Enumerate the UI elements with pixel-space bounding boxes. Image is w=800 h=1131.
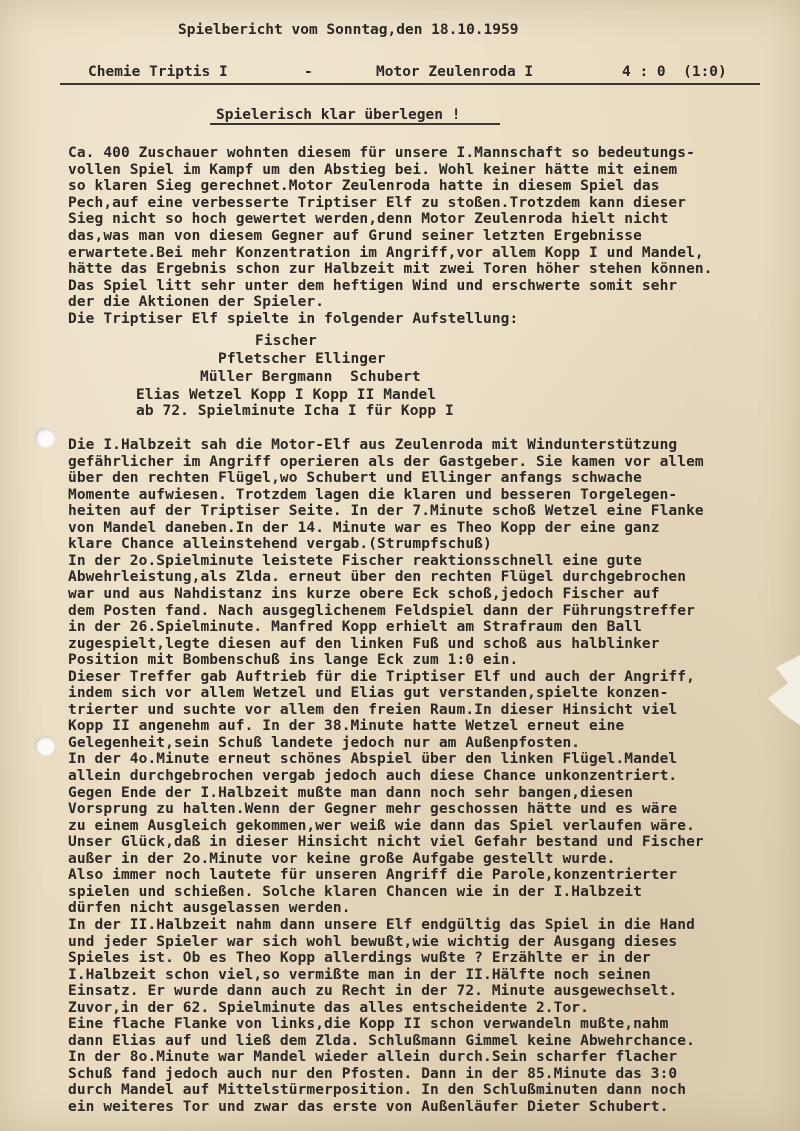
intro-line: Ca. 400 Zuschauer wohnten diesem für unsere I.Mannschaft so bedeutungs- [68,145,695,161]
report-line: gefährlicher im Angriff operieren als der Gastgeber. Sie kamen vor allem [68,453,704,470]
intro-line: erwartete.Bei mehr Konzentration im Angriff,vor allem Kopp I und Mandel, [68,244,704,261]
home-team: Chemie Triptis I [88,64,228,80]
lineup-line: Müller Bergmann Schubert [200,369,421,385]
lineup-line: ab 72. Spielminute Icha I für Kopp I [136,403,454,419]
report-line: spielen und schießen. Solche klaren Chancen wie in der I.Halbzeit [68,883,642,900]
headline-underline [210,123,500,125]
report-line: trierter und suchte vor allem den freien Raum.In dieser Hinsicht viel [68,701,678,718]
report-line: klare Chance alleinstehend vergab.(Strumpfschuß) [68,536,492,553]
report-line: außer in der 2o.Minute vor keine große Aufgabe gestellt wurde. [68,850,616,867]
report-line: In der 8o.Minute war Mandel wieder allein durch.Sein scharfer flacher [68,1049,678,1066]
match-line [60,64,740,84]
report-header: Spielbericht vom Sonntag,den 18.10.1959 [178,22,519,38]
intro-line: hätte das Ergebnis schon zur Halbzeit mit zwei Toren höher stehen können. [68,261,713,278]
report-line: indem sich vor allem Wetzel und Elias gut verstanden,spielte konzen- [68,685,669,702]
article-headline: Spielerisch klar überlegen ! [216,107,461,123]
intro-line: der die Aktionen der Spieler. [68,294,325,311]
report-line: zu einem Ausgleich gekommen,wer weiß wie dann das Spiel verlaufen wäre. [68,817,695,834]
report-line: I.Halbzeit schon viel,so vermißte man in der II.Hälfte noch seinen [68,966,651,983]
report-line: Schuß fand jedoch auch nur den Pfosten. Dann in der 85.Minute das 3:0 [68,1065,678,1082]
report-line: Also immer noch lautete für unseren Angriff die Parole,konzentrierter [68,867,678,884]
report-line: zugespielt,legte diesen auf den linken Fuß und schoß aus halblinker [68,635,660,652]
report-line: Momente aufwiesen. Trotzdem lagen die klaren und besseren Torgelegen- [68,486,678,503]
intro-line: vollen Spiel im Kampf um den Abstieg bei. Wohl keiner hätte mit einem [68,161,678,178]
lineup-line: Elias Wetzel Kopp I Kopp II Mandel [136,387,437,403]
report-line: dürfen nicht ausgelassen werden. [68,900,351,917]
report-line: Spieles ist. Ob es Theo Kopp allerdings wußte ? Erzählte er in der [68,950,651,967]
report-line: allein durchgebrochen vergab jedoch auch diese Chance unkonzentriert. [68,768,678,784]
report-line: Die I.Halbzeit sah die Motor-Elf aus Zeulenroda mit Windunterstützung [68,437,678,453]
intro-line: Sieg nicht so hoch gewertet werden,denn Motor Zeulenroda hielt nicht [68,211,669,228]
report-line: Gelegenheit,sein Schuß landete jedoch nur am Außenpfosten. [68,734,581,751]
punch-hole-top [35,428,55,448]
report-line: Einsatz. Er wurde dann auch zu Recht in der 72. Minute ausgewechselt. [68,983,678,1000]
report-line: durch Mandel auf Mittelstürmerposition. In den Schlußminuten dann noch [68,1082,687,1099]
report-line: war und aus Nahdistanz ins kurze obere Eck schoß,jedoch Fischer auf [68,585,660,602]
intro-line: Das Spiel litt sehr unter dem heftigen Wind und erschwerte somit sehr [68,277,678,294]
report-line: über den rechten Flügel,wo Schubert und Ellinger anfangs schwache [68,470,642,487]
report-line: in der 26.Spielminute. Manfred Kopp erhielt am Strafraum den Ball [68,619,642,636]
punch-hole-bottom [35,736,55,756]
lineup-line: Fischer [255,333,317,349]
report-line: und jeder Spieler war sich wohl bewußt,wie wichtig der Ausgang dieses [68,933,678,950]
report-line: heiten auf der Triptiser Seite. In der 7.Minute schoß Wetzel eine Flanke [68,503,704,520]
intro-line: so klaren Sieg gerechnet.Motor Zeulenroda hatte in diesem Spiel das [68,178,660,195]
final-score: 4 : 0 (1:0) [622,64,727,80]
report-line: von Mandel daneben.In der 14. Minute war es Theo Kopp der eine ganz [68,519,660,536]
report-line: Kopp II angenehm auf. In der 38.Minute hatte Wetzel erneut eine [68,718,625,735]
report-line: Abwehrleistung,als Zlda. erneut über den rechten Flügel durchgebrochen [68,569,687,586]
intro-line: Pech,auf eine verbesserte Triptiser Elf zu stoßen.Trotzdem kann dieser [68,194,687,211]
lineup-line: Pfletscher Ellinger [218,351,386,367]
match-dash: - [304,64,313,80]
report-line: dem Posten fand. Nach ausgeglichenem Feldspiel dann der Führungstreffer [68,602,695,619]
torn-edge [760,655,800,725]
report-line: In der II.Halbzeit nahm dann unsere Elf endgültig das Spiel in die Hand [68,916,695,933]
intro-line: Die Triptiser Elf spielte in folgender Aufstellung: [68,311,519,327]
report-line: In der 4o.Minute erneut schönes Abspiel über den linken Flügel.Mandel [68,751,678,768]
report-line: In der 2o.Spielminute leistete Fischer reaktionsschnell eine gute [68,552,642,569]
report-line: Eine flache Flanke von links,die Kopp II schon verwandeln mußte,nahm [68,1016,669,1033]
report-line: Vorsprung zu halten.Wenn der Gegner mehr geschossen hätte und es wäre [68,801,678,818]
report-line: dann Elias auf und ließ dem Zlda. Schlußmann Gimmel keine Abwehrchance. [68,1032,695,1049]
report-line: Position mit Bombenschuß ins lange Eck zum 1:0 ein. [68,652,519,669]
report-line: Dieser Treffer gab Auftrieb für die Triptiser Elf und auch der Angriff, [68,668,695,685]
away-team: Motor Zeulenroda I [376,64,534,80]
report-line: Unser Glück,daß in dieser Hinsicht nicht viel Gefahr bestand und Fischer [68,834,704,851]
report-line: Zuvor,in der 62. Spielminute das alles entscheidente 2.Tor. [68,999,589,1016]
report-line: Gegen Ende der I.Halbzeit mußte man dann noch sehr bangen,diesen [68,784,634,801]
report-line: ein weiteres Tor und zwar das erste von Außenläufer Dieter Schubert. [68,1099,669,1115]
intro-line: das,was man von diesem Gegner auf Grund seiner letzten Ergebnisse [68,228,642,244]
match-underline [60,83,760,85]
